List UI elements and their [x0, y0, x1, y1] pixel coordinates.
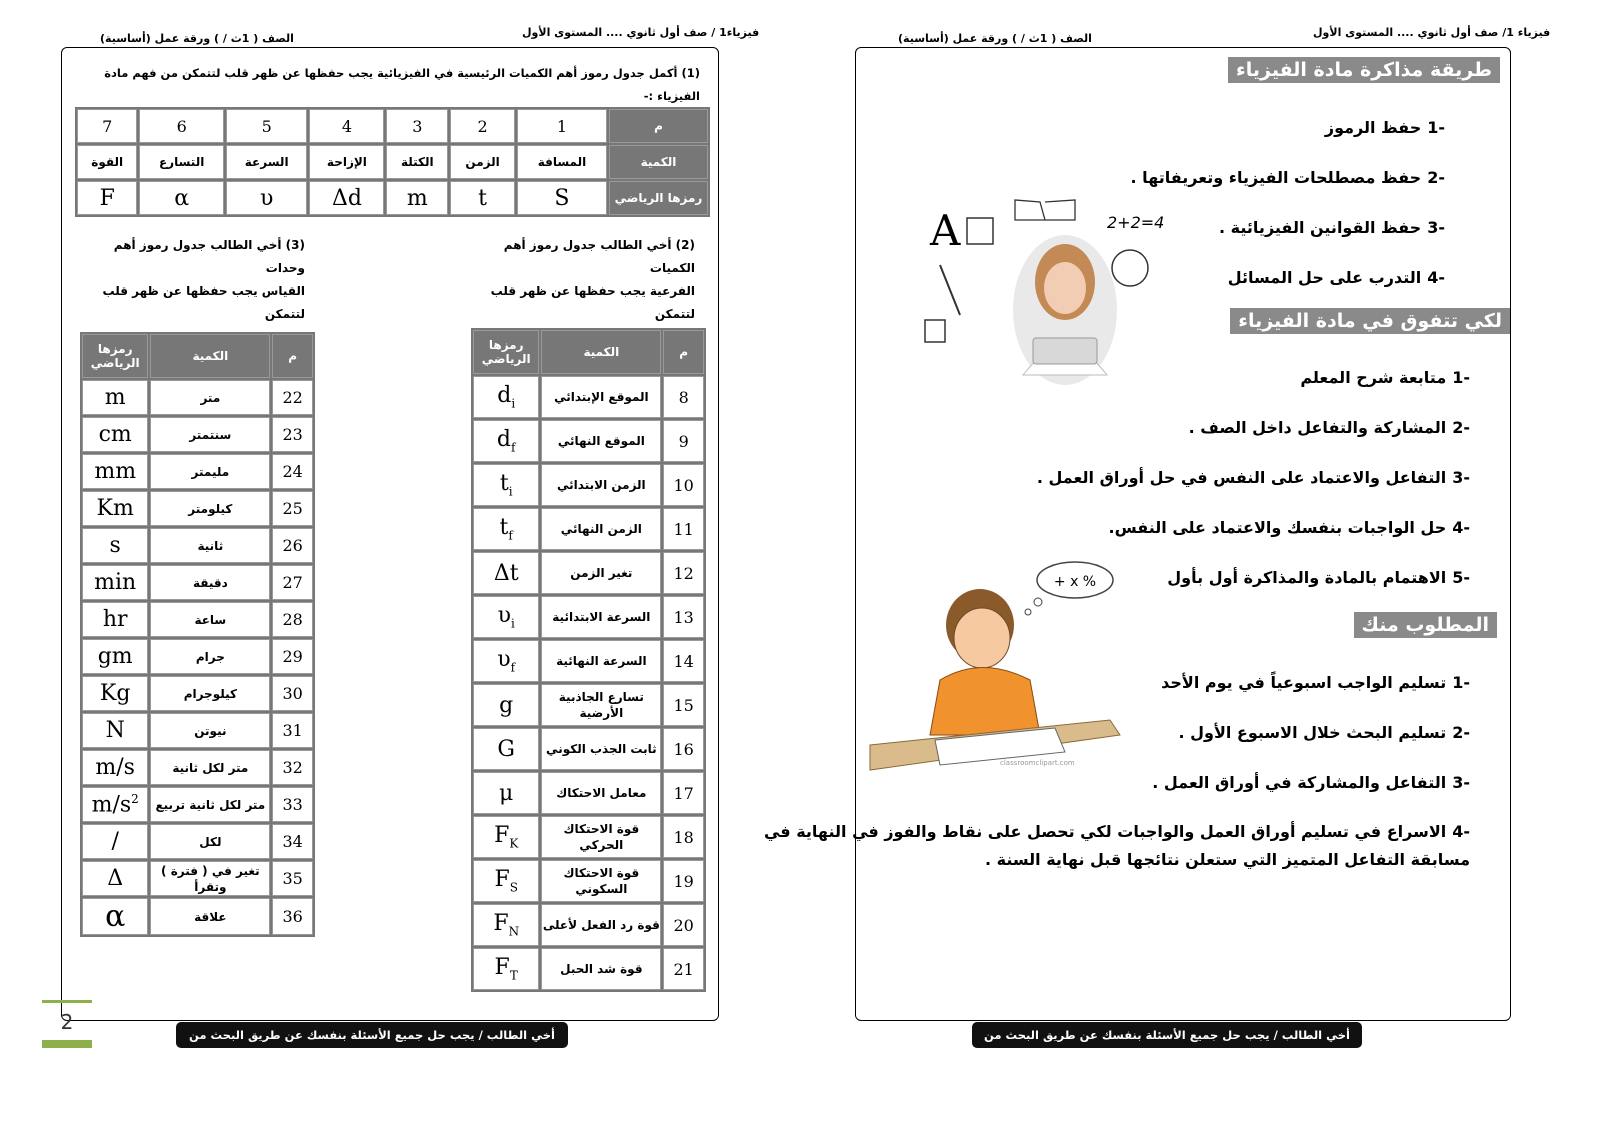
units-symbol — [82, 454, 148, 489]
units-symbol-base: gm — [97, 644, 133, 669]
units-row — [82, 676, 313, 711]
derived-symbol-base: υ — [497, 647, 511, 673]
derived-symbol-base: t — [499, 471, 509, 497]
units-symbol — [82, 787, 148, 822]
main-table-row-header: رمزها الرياضي — [609, 181, 708, 215]
main-table-number: 7 — [77, 109, 137, 143]
derived-symbol-base: F — [494, 823, 510, 849]
units-row — [82, 491, 313, 526]
derived-symbol — [473, 684, 539, 726]
units-quantity: تغير في ( فترة ) وتقرأ — [150, 861, 270, 896]
main-table-quantity: القوة — [77, 145, 137, 179]
math-doodle: 2+2=4 — [1107, 213, 1165, 232]
page-number-bottom-bar — [42, 1040, 92, 1048]
girl-reading-illustration — [915, 190, 1225, 390]
study-item: -4التدرب على حل المسائل — [1227, 268, 1445, 287]
derived-row — [473, 684, 704, 726]
derived-number: 14 — [663, 640, 704, 682]
derived-number: 21 — [663, 948, 704, 990]
units-symbol — [82, 750, 148, 785]
units-symbol-base: cm — [98, 422, 132, 447]
derived-quantity: قوة الاحتكاك السكوني — [541, 860, 661, 902]
units-row — [82, 528, 313, 563]
right-footer-note: أخي الطالب / يجب حل جميع الأسئلة بنفسك عن طريق البحث من الكتاب المدرسي — [972, 1022, 1362, 1048]
units-symbol — [82, 565, 148, 600]
section-title-excel: لكي تتفوق في مادة الفيزياء — [1230, 308, 1510, 334]
units-number: 34 — [272, 824, 313, 859]
thought-dot — [1034, 598, 1042, 606]
question-3-line: القياس يجب حفظها عن ظهر قلب لتتمكن — [102, 284, 305, 321]
derived-symbol-subscript: f — [508, 528, 513, 543]
section-title-study-method: طريقة مذاكرة مادة الفيزياء — [1228, 57, 1500, 83]
units-symbol — [82, 713, 148, 748]
units-quantity: سنتمتر — [150, 417, 270, 452]
derived-row — [473, 640, 704, 682]
units-row — [82, 750, 313, 785]
thought-text: + x % — [1053, 574, 1097, 590]
units-row — [82, 824, 313, 859]
derived-row — [473, 728, 704, 770]
units-header-cell: رمزها الرياضي — [82, 334, 148, 378]
derived-quantity: الموقع النهائي — [541, 420, 661, 462]
derived-symbol — [473, 904, 539, 946]
derived-symbol-base: d — [496, 427, 512, 453]
required-item-4-line2: مسابقة التفاعل المتميز التي ستعلن نتائجها قبل نهاية السنة . — [984, 850, 1470, 869]
main-table-number: 6 — [139, 109, 223, 143]
excel-item-text: حل الواجبات بنفسك والاعتماد على النفس. — [1108, 518, 1447, 537]
excel-item-text: الاهتمام بالمادة والمذاكرة أول بأول — [1167, 568, 1447, 587]
derived-number: 8 — [663, 376, 704, 418]
derived-header-cell: رمزها الرياضي — [473, 330, 539, 374]
units-quantity: ثانية — [150, 528, 270, 563]
derived-number: 16 — [663, 728, 704, 770]
derived-number: 13 — [663, 596, 704, 638]
derived-symbol — [473, 948, 539, 990]
main-table-number: 2 — [450, 109, 515, 143]
derived-symbol — [473, 552, 539, 594]
units-symbol — [82, 861, 148, 896]
derived-symbol — [473, 508, 539, 550]
left-header-title: فيزياء1 / صف أول ثانوي .... المستوى الأول — [522, 26, 760, 39]
derived-symbol-base: Δt — [493, 560, 519, 586]
page-number-top-bar — [42, 1000, 92, 1003]
units-header-cell: الكمية — [150, 334, 270, 378]
derived-quantity: الموقع الإبتدائي — [541, 376, 661, 418]
derived-symbol-base: d — [497, 383, 512, 409]
derived-symbol — [473, 816, 539, 858]
units-number: 32 — [272, 750, 313, 785]
units-symbol-base: mm — [94, 459, 137, 484]
main-table-number: 3 — [386, 109, 448, 143]
derived-symbol-subscript: f — [511, 440, 516, 455]
derived-symbol-subscript: T — [509, 968, 518, 983]
units-symbol-base: N — [105, 718, 125, 743]
units-symbol-base: / — [111, 829, 119, 854]
derived-quantity: ثابت الجذب الكوني — [541, 728, 661, 770]
units-quantity: متر لكل ثانية — [150, 750, 270, 785]
main-table-symbol: α — [139, 181, 223, 215]
main-table-quantity: السرعة — [226, 145, 308, 179]
units-row — [82, 602, 313, 637]
derived-row — [473, 860, 704, 902]
units-symbol — [82, 824, 148, 859]
derived-quantity: تسارع الجاذبية الأرضية — [541, 684, 661, 726]
derived-symbol — [473, 464, 539, 506]
derived-row — [473, 552, 704, 594]
units-row — [82, 380, 313, 415]
question-1: (1) أكمل جدول رموز أهم الكميات الرئيسية في الفيزيائية يجب حفظها عن ظهر قلب لتتمكن من فهم مادة الفيزياء :- — [104, 66, 700, 103]
derived-number: 15 — [663, 684, 704, 726]
derived-symbol — [473, 376, 539, 418]
derived-symbol-subscript: i — [510, 616, 515, 631]
main-table-row — [77, 181, 708, 215]
units-number: 33 — [272, 787, 313, 822]
letter-a-doodle: A — [930, 206, 961, 255]
required-item: -1تسليم الواجب اسبوعياً في يوم الأحد — [1161, 673, 1470, 692]
main-table-quantity: التسارع — [139, 145, 223, 179]
section-title-required: المطلوب منك — [1354, 612, 1497, 638]
derived-symbol-subscript: S — [509, 880, 518, 895]
derived-quantity: تغير الزمن — [541, 552, 661, 594]
derived-symbol-base: t — [499, 515, 509, 541]
derived-row — [473, 772, 704, 814]
derived-symbol-base: g — [499, 692, 514, 718]
derived-symbol-subscript: i — [508, 484, 513, 499]
units-number: 26 — [272, 528, 313, 563]
boy-face — [954, 608, 1010, 668]
pencil-doodle — [940, 265, 960, 315]
question-3-line: (3) أخي الطالب جدول رموز أهم وحدات — [113, 238, 305, 275]
right-header-class: الصف ( 1ث / ) ورقة عمل (أساسية) — [898, 32, 1092, 45]
derived-symbol — [473, 772, 539, 814]
units-symbol — [82, 491, 148, 526]
units-number: 35 — [272, 861, 313, 896]
units-quantity: مليمتر — [150, 454, 270, 489]
book-doodle — [1015, 200, 1075, 220]
derived-number: 11 — [663, 508, 704, 550]
derived-symbol — [473, 420, 539, 462]
main-table-number: 1 — [517, 109, 607, 143]
units-symbol-base: hr — [102, 607, 128, 632]
units-quantity: كيلوجرام — [150, 676, 270, 711]
required-item-text: تسليم البحث خلال الاسبوع الأول . — [1178, 723, 1447, 742]
derived-number: 19 — [663, 860, 704, 902]
question-2-line: (2) أخي الطالب جدول رموز أهم الكميات — [503, 238, 695, 275]
study-item-text: حفظ مصطلحات الفيزياء وتعريفاتها . — [1130, 168, 1422, 187]
derived-symbol-subscript: K — [509, 836, 519, 851]
units-number: 25 — [272, 491, 313, 526]
units-symbol — [82, 528, 148, 563]
study-item-text: حفظ الرموز — [1324, 118, 1422, 137]
required-item-text: التفاعل والمشاركة في أوراق العمل . — [1152, 773, 1447, 792]
study-item-text: حفظ القوانين الفيزيائية . — [1219, 218, 1422, 237]
excel-item-text: التفاعل والاعتماد على النفس في حل أوراق العمل . — [1036, 468, 1447, 487]
excel-item: -1متابعة شرح المعلم — [1300, 368, 1470, 387]
derived-header-row — [473, 330, 704, 374]
derived-number: 17 — [663, 772, 704, 814]
derived-symbol-base: F — [494, 955, 510, 981]
units-number: 22 — [272, 380, 313, 415]
units-row — [82, 861, 313, 896]
units-symbol-base: min — [94, 570, 137, 595]
question-2-line: الفرعية يجب حفظها عن ظهر قلب لتتمكن — [490, 284, 695, 321]
main-table-row-header: م — [609, 109, 708, 143]
main-table-number: 5 — [226, 109, 308, 143]
derived-symbol-base: F — [493, 911, 509, 937]
units-row — [82, 454, 313, 489]
units-quantity: لكل — [150, 824, 270, 859]
main-table-symbol: S — [517, 181, 607, 215]
units-symbol — [82, 380, 148, 415]
units-number: 23 — [272, 417, 313, 452]
required-item-text: تسليم الواجب اسبوعياً في يوم الأحد — [1161, 673, 1447, 692]
units-quantity: كيلومتر — [150, 491, 270, 526]
units-symbol — [82, 417, 148, 452]
units-row — [82, 639, 313, 674]
units-quantity: علاقة — [150, 898, 270, 935]
units-symbol — [82, 602, 148, 637]
main-table-symbol: υ — [226, 181, 308, 215]
main-table-row-header: الكمية — [609, 145, 708, 179]
boy-shirt — [930, 668, 1040, 736]
cube-doodle — [967, 218, 993, 244]
units-symbol-base: α — [105, 899, 126, 934]
units-number: 27 — [272, 565, 313, 600]
main-quantities-table — [75, 107, 710, 217]
derived-symbol — [473, 640, 539, 682]
derived-number: 10 — [663, 464, 704, 506]
units-symbol — [82, 898, 148, 935]
derived-row — [473, 596, 704, 638]
excel-item: -2المشاركة والتفاعل داخل الصف . — [1188, 418, 1470, 437]
units-row — [82, 713, 313, 748]
derived-row — [473, 508, 704, 550]
main-table-row — [77, 109, 708, 143]
units-number: 28 — [272, 602, 313, 637]
units-row — [82, 787, 313, 822]
derived-quantity: الزمن النهائي — [541, 508, 661, 550]
left-header-class: الصف ( 1ث / ) ورقة عمل (أساسية) — [100, 32, 294, 45]
page-number: 2 — [60, 1010, 74, 1034]
derived-symbol-base: υ — [497, 603, 511, 629]
derived-number: 9 — [663, 420, 704, 462]
excel-item: -3التفاعل والاعتماد على النفس في حل أوراق العمل . — [1036, 468, 1470, 487]
main-table-symbol: t — [450, 181, 515, 215]
main-table-number: 4 — [309, 109, 384, 143]
derived-row — [473, 420, 704, 462]
derived-symbol-subscript: i — [511, 396, 516, 411]
derived-quantity: قوة رد الفعل لأعلى — [541, 904, 661, 946]
derived-number: 20 — [663, 904, 704, 946]
units-symbol-base: Kg — [99, 681, 131, 706]
required-item-text: الاسراع في تسليم أوراق العمل والواجبات لكي تحصل على نقاط والفوز في النهاية في — [763, 822, 1447, 841]
girl-face — [1044, 262, 1086, 314]
units-header-cell: م — [272, 334, 313, 378]
derived-symbol-subscript: f — [510, 660, 516, 675]
units-symbol-base: Km — [96, 496, 134, 521]
units-quantity: ساعة — [150, 602, 270, 637]
study-item: -1حفظ الرموز — [1324, 118, 1445, 137]
study-item-text: التدرب على حل المسائل — [1227, 268, 1422, 287]
derived-number: 12 — [663, 552, 704, 594]
units-number: 30 — [272, 676, 313, 711]
thought-dot — [1025, 609, 1031, 615]
excel-item: -5الاهتمام بالمادة والمذاكرة أول بأول — [1167, 568, 1470, 587]
derived-quantities-table — [471, 328, 706, 992]
main-table-quantity: المسافة — [517, 145, 607, 179]
derived-symbol-base: μ — [499, 780, 514, 806]
box-doodle — [925, 320, 945, 342]
derived-symbol-subscript: N — [508, 924, 520, 939]
derived-row — [473, 464, 704, 506]
derived-quantity: قوة الاحتكاك الحركي — [541, 816, 661, 858]
derived-symbol-base: G — [497, 736, 515, 762]
main-table-row — [77, 145, 708, 179]
units-table — [80, 332, 315, 937]
study-item: -2حفظ مصطلحات الفيزياء وتعريفاتها . — [1130, 168, 1445, 187]
units-quantity: متر لكل ثانية تربيع — [150, 787, 270, 822]
derived-quantity: السرعة الابتدائية — [541, 596, 661, 638]
units-quantity: دقيقة — [150, 565, 270, 600]
derived-row — [473, 904, 704, 946]
derived-symbol — [473, 728, 539, 770]
units-symbol-base: s — [109, 533, 121, 558]
units-number: 36 — [272, 898, 313, 935]
watermark: classroomclipart.com — [1000, 759, 1075, 767]
units-row — [82, 898, 313, 935]
derived-row — [473, 376, 704, 418]
excel-item-text: متابعة شرح المعلم — [1300, 368, 1447, 387]
derived-symbol — [473, 596, 539, 638]
derived-number: 18 — [663, 816, 704, 858]
units-symbol-superscript: 2 — [131, 791, 139, 806]
units-symbol — [82, 639, 148, 674]
main-table-quantity: الكتلة — [386, 145, 448, 179]
derived-symbol-base: F — [494, 867, 510, 893]
boy-writing-illustration — [860, 560, 1140, 795]
units-quantity: متر — [150, 380, 270, 415]
derived-header-cell: م — [663, 330, 704, 374]
main-table-quantity: الزمن — [450, 145, 515, 179]
derived-quantity: الزمن الابتدائي — [541, 464, 661, 506]
derived-row — [473, 816, 704, 858]
units-symbol-base: m/s — [91, 792, 132, 818]
main-table-symbol: m — [386, 181, 448, 215]
right-header-title: فيزياء 1/ صف أول ثانوي .... المستوى الأول — [1313, 26, 1551, 39]
units-number: 29 — [272, 639, 313, 674]
derived-row — [473, 948, 704, 990]
excel-item-text: المشاركة والتفاعل داخل الصف . — [1188, 418, 1447, 437]
units-row — [82, 417, 313, 452]
derived-header-cell: الكمية — [541, 330, 661, 374]
derived-quantity: قوة شد الحبل — [541, 948, 661, 990]
required-item: -3التفاعل والمشاركة في أوراق العمل . — [1152, 773, 1470, 792]
units-symbol — [82, 676, 148, 711]
derived-symbol — [473, 860, 539, 902]
main-table-quantity: الإزاحة — [309, 145, 384, 179]
globe-doodle — [1112, 250, 1148, 286]
left-footer-note: أخي الطالب / يجب حل جميع الأسئلة بنفسك عن طريق البحث من الكتاب المدرسي — [176, 1022, 568, 1048]
main-table-symbol: F — [77, 181, 137, 215]
units-quantity: نيوتن — [150, 713, 270, 748]
page-number-badge — [42, 1000, 92, 1048]
units-number: 24 — [272, 454, 313, 489]
units-header-row — [82, 334, 313, 378]
main-table-symbol: Δd — [309, 181, 384, 215]
units-number: 31 — [272, 713, 313, 748]
required-item: -2تسليم البحث خلال الاسبوع الأول . — [1178, 723, 1470, 742]
units-symbol-base: m — [104, 385, 126, 410]
tablet — [1033, 338, 1097, 364]
derived-quantity: معامل الاحتكاك — [541, 772, 661, 814]
derived-quantity: السرعة النهائية — [541, 640, 661, 682]
required-item-4: -4الاسراع في تسليم أوراق العمل والواجبات لكي تحصل على نقاط والفوز في النهاية في — [763, 822, 1470, 841]
units-symbol-base: m/s — [95, 755, 135, 780]
units-quantity: جرام — [150, 639, 270, 674]
excel-item: -4حل الواجبات بنفسك والاعتماد على النفس. — [1108, 518, 1470, 537]
study-item: -3حفظ القوانين الفيزيائية . — [1219, 218, 1445, 237]
units-row — [82, 565, 313, 600]
units-symbol-base: Δ — [107, 866, 124, 891]
